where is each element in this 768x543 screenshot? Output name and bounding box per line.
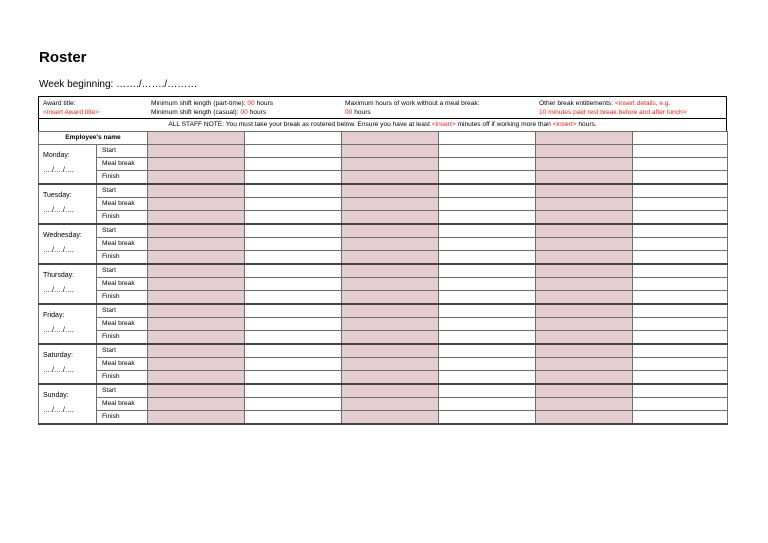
row-label: Start [97,184,148,198]
roster-entry-cell[interactable] [148,158,245,171]
roster-entry-cell[interactable] [439,238,536,251]
day-cell [39,224,97,264]
row-label: Finish [97,411,148,425]
roster-entry-cell[interactable] [633,398,728,411]
max-hours-label: Maximum hours of work without a meal break: [345,100,480,107]
roster-entry-cell[interactable] [148,411,245,425]
roster-entry-cell[interactable] [439,291,536,305]
roster-entry-cell[interactable] [536,158,633,171]
staff-note-insert-hours[interactable]: <insert> [552,121,577,128]
roster-entry-cell[interactable] [342,358,439,371]
day-name: Monday: [43,152,70,159]
table-row [39,224,728,238]
roster-entry-cell[interactable] [245,291,342,305]
roster-entry-cell[interactable] [633,264,728,278]
roster-entry-cell[interactable] [439,358,536,371]
table-row [39,171,728,185]
roster-entry-cell[interactable] [536,251,633,265]
roster-entry-cell[interactable] [342,224,439,238]
roster-entry-cell[interactable] [633,145,728,158]
roster-entry-cell[interactable] [148,198,245,211]
roster-entry-cell[interactable] [536,264,633,278]
roster-entry-cell[interactable] [536,384,633,398]
employee-name-cell[interactable] [245,132,342,145]
other-breaks-label: Other break entitlements: [539,100,614,107]
roster-entry-cell[interactable] [245,411,342,425]
table-row [39,318,728,331]
roster-entry-cell[interactable] [536,358,633,371]
roster-entry-cell[interactable] [148,224,245,238]
row-label: Start [97,344,148,358]
max-hours-value[interactable]: 00 [345,109,353,116]
roster-entry-cell[interactable] [245,171,342,185]
staff-note-insert-minutes[interactable]: <insert> [431,121,456,128]
roster-entry-cell[interactable] [342,371,439,385]
row-label: Finish [97,331,148,345]
roster-entry-cell[interactable] [342,251,439,265]
roster-entry-cell[interactable] [633,411,728,425]
row-label: Start [97,224,148,238]
roster-entry-cell[interactable] [245,358,342,371]
table-row [39,198,728,211]
roster-entry-cell[interactable] [342,411,439,425]
roster-entry-cell[interactable] [245,224,342,238]
roster-entry-cell[interactable] [633,158,728,171]
award-title-label: Award title: [43,100,76,107]
roster-entry-cell[interactable] [245,304,342,318]
row-label: Meal break [97,398,148,411]
employee-name-header: Employee's name [39,132,148,145]
roster-entry-cell[interactable] [439,278,536,291]
table-row [39,291,728,305]
row-label: Meal break [97,198,148,211]
row-label: Finish [97,211,148,225]
employee-name-row [39,132,728,145]
row-label: Meal break [97,158,148,171]
roster-entry-cell[interactable] [439,198,536,211]
roster-entry-cell[interactable] [245,331,342,345]
roster-entry-cell[interactable] [633,238,728,251]
staff-note-part1: ALL STAFF NOTE: You must take your break as rostered below. Ensure you have at least [168,121,432,128]
employee-name-cell[interactable] [148,132,245,145]
roster-entry-cell[interactable] [536,371,633,385]
day-cell [39,145,97,185]
roster-entry-cell[interactable] [245,198,342,211]
day-cell [39,344,97,384]
roster-entry-cell[interactable] [342,264,439,278]
roster-entry-cell[interactable] [245,398,342,411]
roster-entry-cell[interactable] [536,184,633,198]
roster-entry-cell[interactable] [148,184,245,198]
roster-entry-cell[interactable] [245,344,342,358]
day-name: Thursday: [43,272,75,279]
roster-entry-cell[interactable] [633,251,728,265]
roster-entry-cell[interactable] [148,264,245,278]
roster-entry-cell[interactable] [439,158,536,171]
roster-entry-cell[interactable] [439,145,536,158]
roster-entry-cell[interactable] [342,145,439,158]
roster-entry-cell[interactable] [439,384,536,398]
roster-entry-cell[interactable] [245,145,342,158]
roster-entry-cell[interactable] [536,145,633,158]
roster-entry-cell[interactable] [633,198,728,211]
day-date[interactable]: …./…./…. [43,407,74,414]
row-label: Start [97,145,148,158]
roster-entry-cell[interactable] [439,331,536,345]
roster-entry-cell[interactable] [536,318,633,331]
roster-entry-cell[interactable] [536,291,633,305]
day-name: Sunday: [43,392,69,399]
roster-entry-cell[interactable] [148,145,245,158]
roster-entry-cell[interactable] [439,304,536,318]
roster-entry-cell[interactable] [439,184,536,198]
roster-entry-cell[interactable] [342,171,439,185]
roster-entry-cell[interactable] [439,411,536,425]
table-row [39,238,728,251]
roster-entry-cell[interactable] [245,211,342,225]
roster-entry-cell[interactable] [148,304,245,318]
roster-entry-cell[interactable] [342,344,439,358]
max-hours-cell [345,99,480,117]
roster-table [38,131,728,425]
roster-entry-cell[interactable] [633,384,728,398]
roster-entry-cell[interactable] [245,251,342,265]
roster-entry-cell[interactable] [536,211,633,225]
table-row [39,344,728,358]
employee-name-cell[interactable] [342,132,439,145]
roster-entry-cell[interactable] [245,384,342,398]
day-name: Tuesday: [43,192,72,199]
roster-entry-cell[interactable] [342,238,439,251]
other-breaks-value-2[interactable]: 10 minutes paid rest break before and after lunch> [539,109,687,116]
roster-entry-cell[interactable] [342,304,439,318]
max-hours-unit: hours [354,109,371,116]
table-row [39,158,728,171]
table-row [39,211,728,225]
roster-entry-cell[interactable] [439,344,536,358]
table-row [39,304,728,318]
roster-entry-cell[interactable] [633,291,728,305]
row-label: Finish [97,291,148,305]
roster-entry-cell[interactable] [342,198,439,211]
award-title-value[interactable]: <insert Award title> [43,109,99,116]
row-label: Start [97,304,148,318]
roster-entry-cell[interactable] [536,171,633,185]
day-date[interactable]: …./…./…. [43,287,74,294]
roster-entry-cell[interactable] [633,358,728,371]
roster-entry-cell[interactable] [439,398,536,411]
roster-entry-cell[interactable] [148,278,245,291]
roster-entry-cell[interactable] [245,158,342,171]
roster-entry-cell[interactable] [148,238,245,251]
roster-entry-cell[interactable] [633,184,728,198]
table-row [39,145,728,158]
other-breaks-value-1[interactable]: <insert details, e.g. [614,100,671,107]
roster-entry-cell[interactable] [439,251,536,265]
table-row [39,264,728,278]
table-row [39,398,728,411]
min-part-time-label: Minimum shift length (part-time): [151,100,246,107]
award-title-cell [43,99,99,117]
roster-entry-cell[interactable] [536,398,633,411]
min-casual-label: Minimum shift length (casual): [151,109,239,116]
roster-entry-cell[interactable] [536,411,633,425]
employee-name-cell[interactable] [439,132,536,145]
roster-entry-cell[interactable] [439,264,536,278]
table-row [39,384,728,398]
employee-name-cell[interactable] [633,132,728,145]
day-cell [39,264,97,304]
roster-entry-cell[interactable] [633,211,728,225]
roster-entry-cell[interactable] [245,278,342,291]
roster-entry-cell[interactable] [633,224,728,238]
roster-entry-cell[interactable] [633,171,728,185]
table-row [39,251,728,265]
table-row [39,411,728,425]
roster-entry-cell[interactable] [148,398,245,411]
roster-entry-cell[interactable] [536,198,633,211]
day-name: Wednesday: [43,232,82,239]
staff-note-part2: minutes off if working more than [455,121,553,128]
day-cell [39,384,97,424]
roster-entry-cell[interactable] [245,184,342,198]
table-row [39,184,728,198]
roster-entry-cell[interactable] [245,318,342,331]
min-shift-cell [151,99,273,117]
award-info-box [38,96,727,119]
roster-entry-cell[interactable] [148,384,245,398]
min-casual-unit: hours [249,109,267,116]
roster-entry-cell[interactable] [536,331,633,345]
table-row [39,331,728,345]
day-date[interactable]: …./…./…. [43,207,74,214]
table-row [39,371,728,385]
day-cell [39,184,97,224]
roster-entry-cell[interactable] [633,371,728,385]
roster-entry-cell[interactable] [148,211,245,225]
roster-entry-cell[interactable] [342,211,439,225]
roster-entry-cell[interactable] [536,278,633,291]
min-part-time-unit: hours [256,100,274,107]
roster-entry-cell[interactable] [439,171,536,185]
day-date[interactable]: …./…./…. [43,247,74,254]
roster-entry-cell[interactable] [633,304,728,318]
week-beginning: Week beginning: ……./……./……… [39,79,198,90]
row-label: Finish [97,251,148,265]
row-label: Finish [97,371,148,385]
roster-entry-cell[interactable] [245,371,342,385]
roster-entry-cell[interactable] [439,211,536,225]
roster-entry-cell[interactable] [148,358,245,371]
roster-entry-cell[interactable] [148,371,245,385]
roster-entry-cell[interactable] [245,238,342,251]
roster-entry-cell[interactable] [342,331,439,345]
roster-entry-cell[interactable] [342,384,439,398]
row-label: Meal break [97,278,148,291]
roster-entry-cell[interactable] [148,344,245,358]
roster-entry-cell[interactable] [342,318,439,331]
row-label: Finish [97,171,148,185]
min-casual-value[interactable]: 00 [240,109,248,116]
roster-entry-cell[interactable] [342,184,439,198]
roster-entry-cell[interactable] [342,291,439,305]
row-label: Meal break [97,318,148,331]
roster-entry-cell[interactable] [536,224,633,238]
roster-entry-cell[interactable] [439,371,536,385]
roster-entry-cell[interactable] [536,344,633,358]
roster-entry-cell[interactable] [148,171,245,185]
roster-entry-cell[interactable] [536,304,633,318]
roster-entry-cell[interactable] [633,278,728,291]
other-breaks-cell [539,99,687,117]
roster-entry-cell[interactable] [245,264,342,278]
page-title: Roster [39,49,87,66]
roster-entry-cell[interactable] [342,158,439,171]
roster-entry-cell[interactable] [342,278,439,291]
table-row [39,278,728,291]
roster-entry-cell[interactable] [148,331,245,345]
row-label: Meal break [97,238,148,251]
roster-entry-cell[interactable] [439,318,536,331]
roster-entry-cell[interactable] [148,291,245,305]
min-part-time-value[interactable]: 00 [247,100,255,107]
table-row [39,358,728,371]
roster-entry-cell[interactable] [633,318,728,331]
day-cell [39,304,97,344]
day-date[interactable]: …./…./…. [43,167,74,174]
roster-entry-cell[interactable] [148,251,245,265]
row-label: Meal break [97,358,148,371]
roster-entry-cell[interactable] [633,344,728,358]
day-name: Saturday: [43,352,73,359]
day-date[interactable]: …./…./…. [43,327,74,334]
roster-entry-cell[interactable] [342,398,439,411]
day-date[interactable]: …./…./…. [43,367,74,374]
roster-entry-cell[interactable] [439,224,536,238]
day-name: Friday: [43,312,65,319]
roster-entry-cell[interactable] [536,238,633,251]
roster-entry-cell[interactable] [148,318,245,331]
row-label: Start [97,384,148,398]
roster-entry-cell[interactable] [633,331,728,345]
staff-note-part3: hours. [576,121,597,128]
employee-name-cell[interactable] [536,132,633,145]
row-label: Start [97,264,148,278]
